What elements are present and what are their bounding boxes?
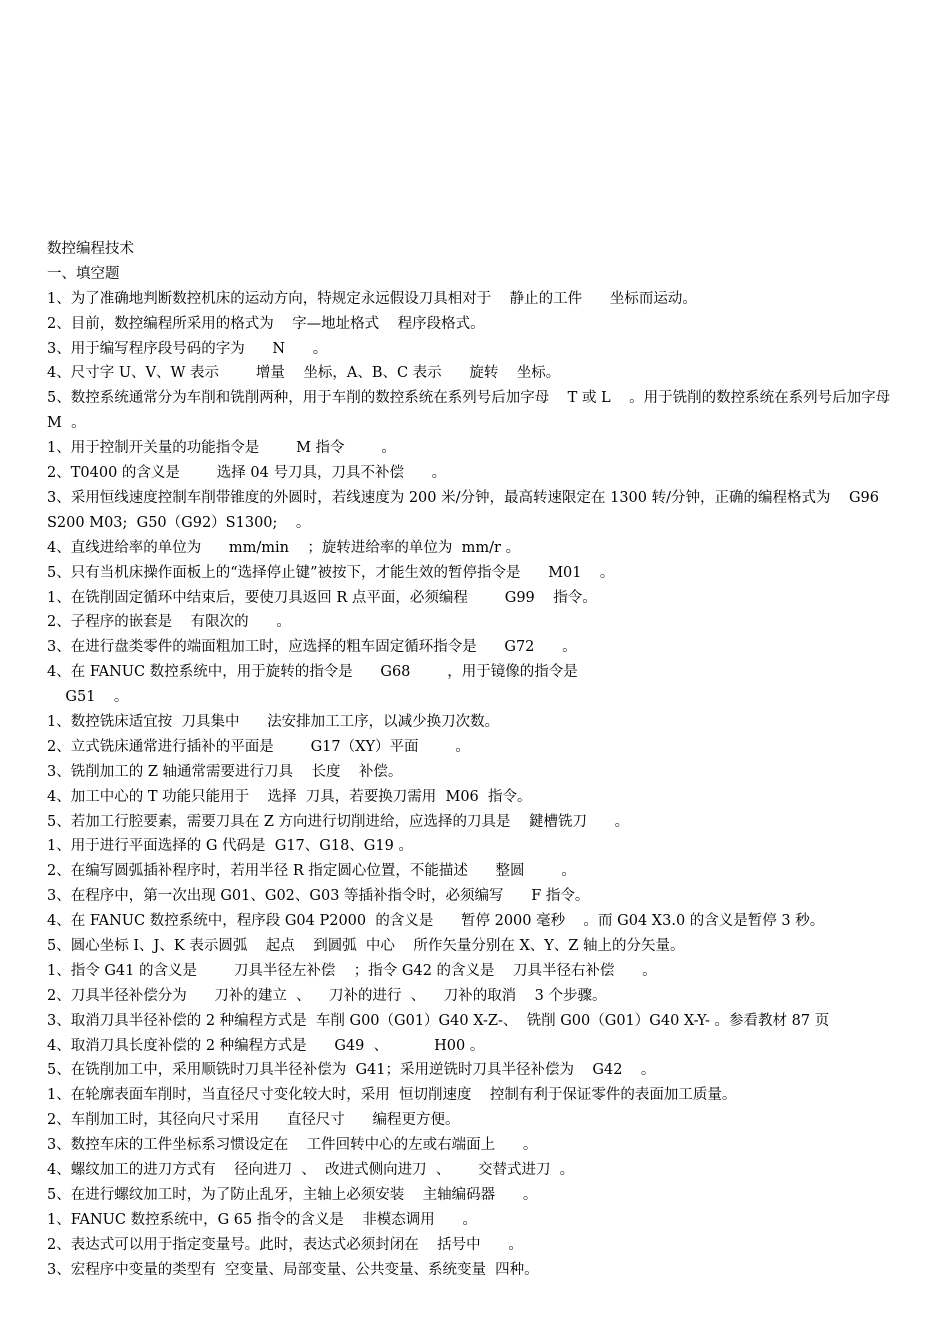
question-line: 3、采用恒线速度控制车削带锥度的外圆时，若线速度为 200 米/分钟，最高转速限定在 1300 转/分钟，正确的编程格式为 G96 S200 M03; G50（G92）S1300; 。 [47, 489, 884, 531]
question-line: 4、加工中心的 T 功能只能用于 选择 刀具，若要换刀需用 M06 指令。 [47, 788, 532, 805]
question-line: 1、在轮廓表面车削时，当直径尺寸变化较大时，采用 恒切削速度 控制有利于保证零件的表面加工质量。 [47, 1087, 737, 1104]
question-line: 1、指令 G41 的含义是 刀具半径左补偿 ；指令 G42 的含义是 刀具半径右补偿 。 [47, 962, 657, 979]
question-line: 3、在程序中，第一次出现 G01、G02、G03 等插补指令时，必须编写 F 指令。 [47, 888, 590, 905]
question-line: 1、用于进行平面选择的 G 代码是 G17、G18、G19 。 [47, 838, 413, 855]
question-line: 2、立式铣床通常进行插补的平面是 G17（XY）平面 。 [47, 738, 470, 755]
question-line: 5、只有当机床操作面板上的“选择停止键”被按下，才能生效的暂停指令是 M01 。 [47, 564, 615, 581]
question-line: 4、在 FANUC 数控系统中，程序段 G04 P2000 的含义是 暂停 2000 毫秒 。而 G04 X3.0 的含义是暂停 3 秒。 [47, 913, 825, 930]
question-line: 2、T0400 的含义是 选择 04 号刀具，刀具不补偿 。 [47, 465, 447, 482]
question-line: 4、直线进给率的单位为 mm/min ；旋转进给率的单位为 mm/r 。 [47, 539, 521, 556]
question-line: 5、若加工行腔要素，需要刀具在 Z 方向进行切削进给，应选择的刀具是 鍵槽铣刀 。 [47, 813, 630, 830]
question-line: 4、在 FANUC 数控系统中，用于旋转的指令是 G68 ，用于镜像的指令是 [47, 664, 578, 681]
question-line: 2、刀具半径补偿分为 刀补的建立 、 刀补的进行 、 刀补的取消 3 个步骤。 [47, 987, 607, 1004]
question-line: 4、尺寸字 U、V、W 表示 增量 坐标，A、B、C 表示 旋转 坐标。 [47, 365, 561, 382]
question-line: 3、铣削加工的 Z 轴通常需要进行刀具 长度 补偿。 [47, 763, 403, 780]
question-line: 1、用于控制开关量的功能指令是 M 指令 。 [47, 440, 396, 457]
question-line: 5、圆心坐标 I、J、K 表示圆弧 起点 到圆弧 中心 所作矢量分别在 X、Y、Z 轴上的分矢量。 [47, 938, 685, 954]
document-title: 数控编程技术 [47, 241, 134, 257]
section-heading: 一、填空题 [47, 265, 120, 282]
question-line: 1、数控铣床适宜按 刀具集中 法安排加工工序，以减少换刀次数。 [47, 713, 500, 730]
question-line: 3、在进行盘类零件的端面粗加工时，应选择的粗车固定循环指令是 G72 。 [47, 639, 577, 656]
question-line: 5、数控系统通常分为车削和铣削两种，用于车削的数控系统在系列号后加字母 T 或 L 。用于铣削的数控系统在系列号后加字母 M 。 [47, 390, 909, 432]
question-line: 4、取消刀具长度补偿的 2 种编程方式是 G49 、 H00 。 [47, 1037, 485, 1054]
question-line: 4、螺纹加工的进刀方式有 径向进刀 、 改进式侧向进刀 、 交替式进刀 。 [47, 1162, 575, 1179]
document-body [47, 237, 907, 1282]
question-line: 3、取消刀具半径补偿的 2 种编程方式是 车削 G00（G01）G40 X-Z-、 铣削 G00（G01）G40 X-Y- 。参看教材 87 页 [47, 1012, 830, 1029]
question-line: 2、在编写圆弧插补程序时，若用半径 R 指定圆心位置，不能描述 整圆 。 [47, 863, 576, 880]
question-line: 2、车削加工时，其径向尺寸采用 直径尺寸 编程更方便。 [47, 1112, 460, 1129]
question-line: G51 。 [47, 689, 129, 706]
question-line: 3、宏程序中变量的类型有 空变量、局部变量、公共变量、系统变量 四种。 [47, 1261, 539, 1278]
question-line: 1、在铣削固定循环中结束后，要使刀具返回 R 点平面，必须编程 G99 指令。 [47, 589, 597, 606]
question-line: 1、FANUC 数控系统中，G 65 指令的含义是 非模态调用 。 [47, 1211, 477, 1228]
question-line: 5、在进行螺纹加工时，为了防止乱牙，主轴上必须安装 主轴编码器 。 [47, 1186, 538, 1203]
question-line: 3、数控车床的工件坐标系习惯设定在 工件回转中心的左或右端面上 。 [47, 1137, 538, 1154]
question-line: 2、目前，数控编程所采用的格式为 字—地址格式 程序段格式。 [47, 315, 485, 332]
question-line: 3、用于编写程序段号码的字为 N 。 [47, 340, 328, 357]
question-line: 1、为了准确地判断数控机床的运动方向，特规定永远假设刀具相对于 静止的工件 坐标而运动。 [47, 290, 697, 307]
question-line: 2、子程序的嵌套是 有限次的 。 [47, 614, 291, 631]
question-line: 5、在铣削加工中，采用顺铣时刀具半径补偿为 G41；采用逆铣时刀具半径补偿为 G42 。 [47, 1062, 656, 1079]
question-line: 2、表达式可以用于指定变量号。此时，表达式必须封闭在 括号中 。 [47, 1236, 523, 1253]
